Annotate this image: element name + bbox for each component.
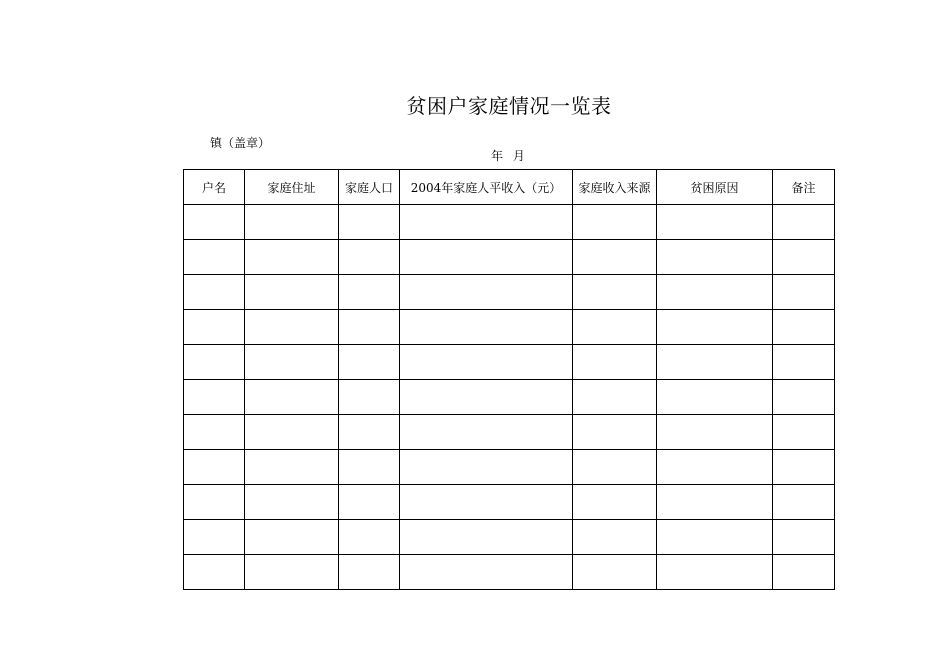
cell-remarks (773, 310, 835, 345)
cell-household-name (184, 415, 245, 450)
header-household-name: 户名 (184, 170, 245, 205)
cell-poverty-reason (657, 415, 773, 450)
table-row (184, 205, 835, 240)
cell-poverty-reason (657, 380, 773, 415)
cell-poverty-reason (657, 485, 773, 520)
cell-family-size (339, 520, 400, 555)
cell-household-name (184, 555, 245, 590)
cell-family-size (339, 485, 400, 520)
table-row (184, 450, 835, 485)
header-row (184, 170, 835, 205)
cell-family-size (339, 415, 400, 450)
cell-income-source (573, 345, 657, 380)
cell-income-source (573, 555, 657, 590)
cell-income-source (573, 275, 657, 310)
cell-household-name (184, 450, 245, 485)
cell-household-name (184, 520, 245, 555)
cell-poverty-reason (657, 345, 773, 380)
header-address: 家庭住址 (245, 170, 339, 205)
table-row (184, 380, 835, 415)
cell-poverty-reason (657, 555, 773, 590)
cell-per-capita-income (400, 310, 573, 345)
cell-income-source (573, 380, 657, 415)
cell-address (245, 485, 339, 520)
header-per-capita-income: 2004年家庭人平收入（元） (400, 170, 573, 205)
cell-address (245, 310, 339, 345)
cell-remarks (773, 450, 835, 485)
cell-per-capita-income (400, 205, 573, 240)
header-remarks: 备注 (773, 170, 835, 205)
cell-per-capita-income (400, 415, 573, 450)
cell-income-source (573, 485, 657, 520)
cell-family-size (339, 450, 400, 485)
cell-family-size (339, 380, 400, 415)
cell-family-size (339, 275, 400, 310)
cell-per-capita-income (400, 520, 573, 555)
cell-household-name (184, 205, 245, 240)
header-family-size: 家庭人口 (339, 170, 400, 205)
cell-poverty-reason (657, 275, 773, 310)
table-row (184, 345, 835, 380)
cell-poverty-reason (657, 205, 773, 240)
cell-family-size (339, 345, 400, 380)
cell-address (245, 415, 339, 450)
cell-address (245, 275, 339, 310)
cell-household-name (184, 275, 245, 310)
table-row (184, 310, 835, 345)
cell-family-size (339, 205, 400, 240)
cell-per-capita-income (400, 275, 573, 310)
cell-address (245, 205, 339, 240)
cell-household-name (184, 380, 245, 415)
stamp-label: 镇（盖章） (210, 136, 271, 150)
cell-income-source (573, 415, 657, 450)
table-row (184, 555, 835, 590)
cell-remarks (773, 275, 835, 310)
cell-per-capita-income (400, 345, 573, 380)
header-poverty-reason: 贫困原因 (657, 170, 773, 205)
cell-per-capita-income (400, 380, 573, 415)
cell-household-name (184, 240, 245, 275)
household-table (183, 169, 835, 590)
cell-household-name (184, 345, 245, 380)
cell-per-capita-income (400, 240, 573, 275)
cell-address (245, 450, 339, 485)
cell-income-source (573, 520, 657, 555)
cell-family-size (339, 555, 400, 590)
cell-income-source (573, 310, 657, 345)
cell-poverty-reason (657, 240, 773, 275)
document-title: 贫困户家庭情况一览表 (406, 94, 612, 118)
cell-family-size (339, 240, 400, 275)
cell-address (245, 240, 339, 275)
table-row (184, 520, 835, 555)
cell-remarks (773, 415, 835, 450)
table-row (184, 485, 835, 520)
cell-income-source (573, 205, 657, 240)
cell-address (245, 520, 339, 555)
table-row (184, 240, 835, 275)
cell-address (245, 345, 339, 380)
cell-poverty-reason (657, 450, 773, 485)
cell-remarks (773, 240, 835, 275)
cell-remarks (773, 555, 835, 590)
cell-per-capita-income (400, 555, 573, 590)
table-row (184, 275, 835, 310)
cell-per-capita-income (400, 485, 573, 520)
cell-remarks (773, 520, 835, 555)
cell-remarks (773, 345, 835, 380)
cell-family-size (339, 310, 400, 345)
cell-remarks (773, 485, 835, 520)
cell-household-name (184, 485, 245, 520)
cell-address (245, 555, 339, 590)
cell-income-source (573, 240, 657, 275)
date-label: 年 月 (491, 149, 525, 163)
header-income-source: 家庭收入来源 (573, 170, 657, 205)
cell-per-capita-income (400, 450, 573, 485)
cell-remarks (773, 205, 835, 240)
cell-poverty-reason (657, 310, 773, 345)
table-row (184, 415, 835, 450)
cell-household-name (184, 310, 245, 345)
cell-remarks (773, 380, 835, 415)
cell-address (245, 380, 339, 415)
cell-poverty-reason (657, 520, 773, 555)
cell-income-source (573, 450, 657, 485)
